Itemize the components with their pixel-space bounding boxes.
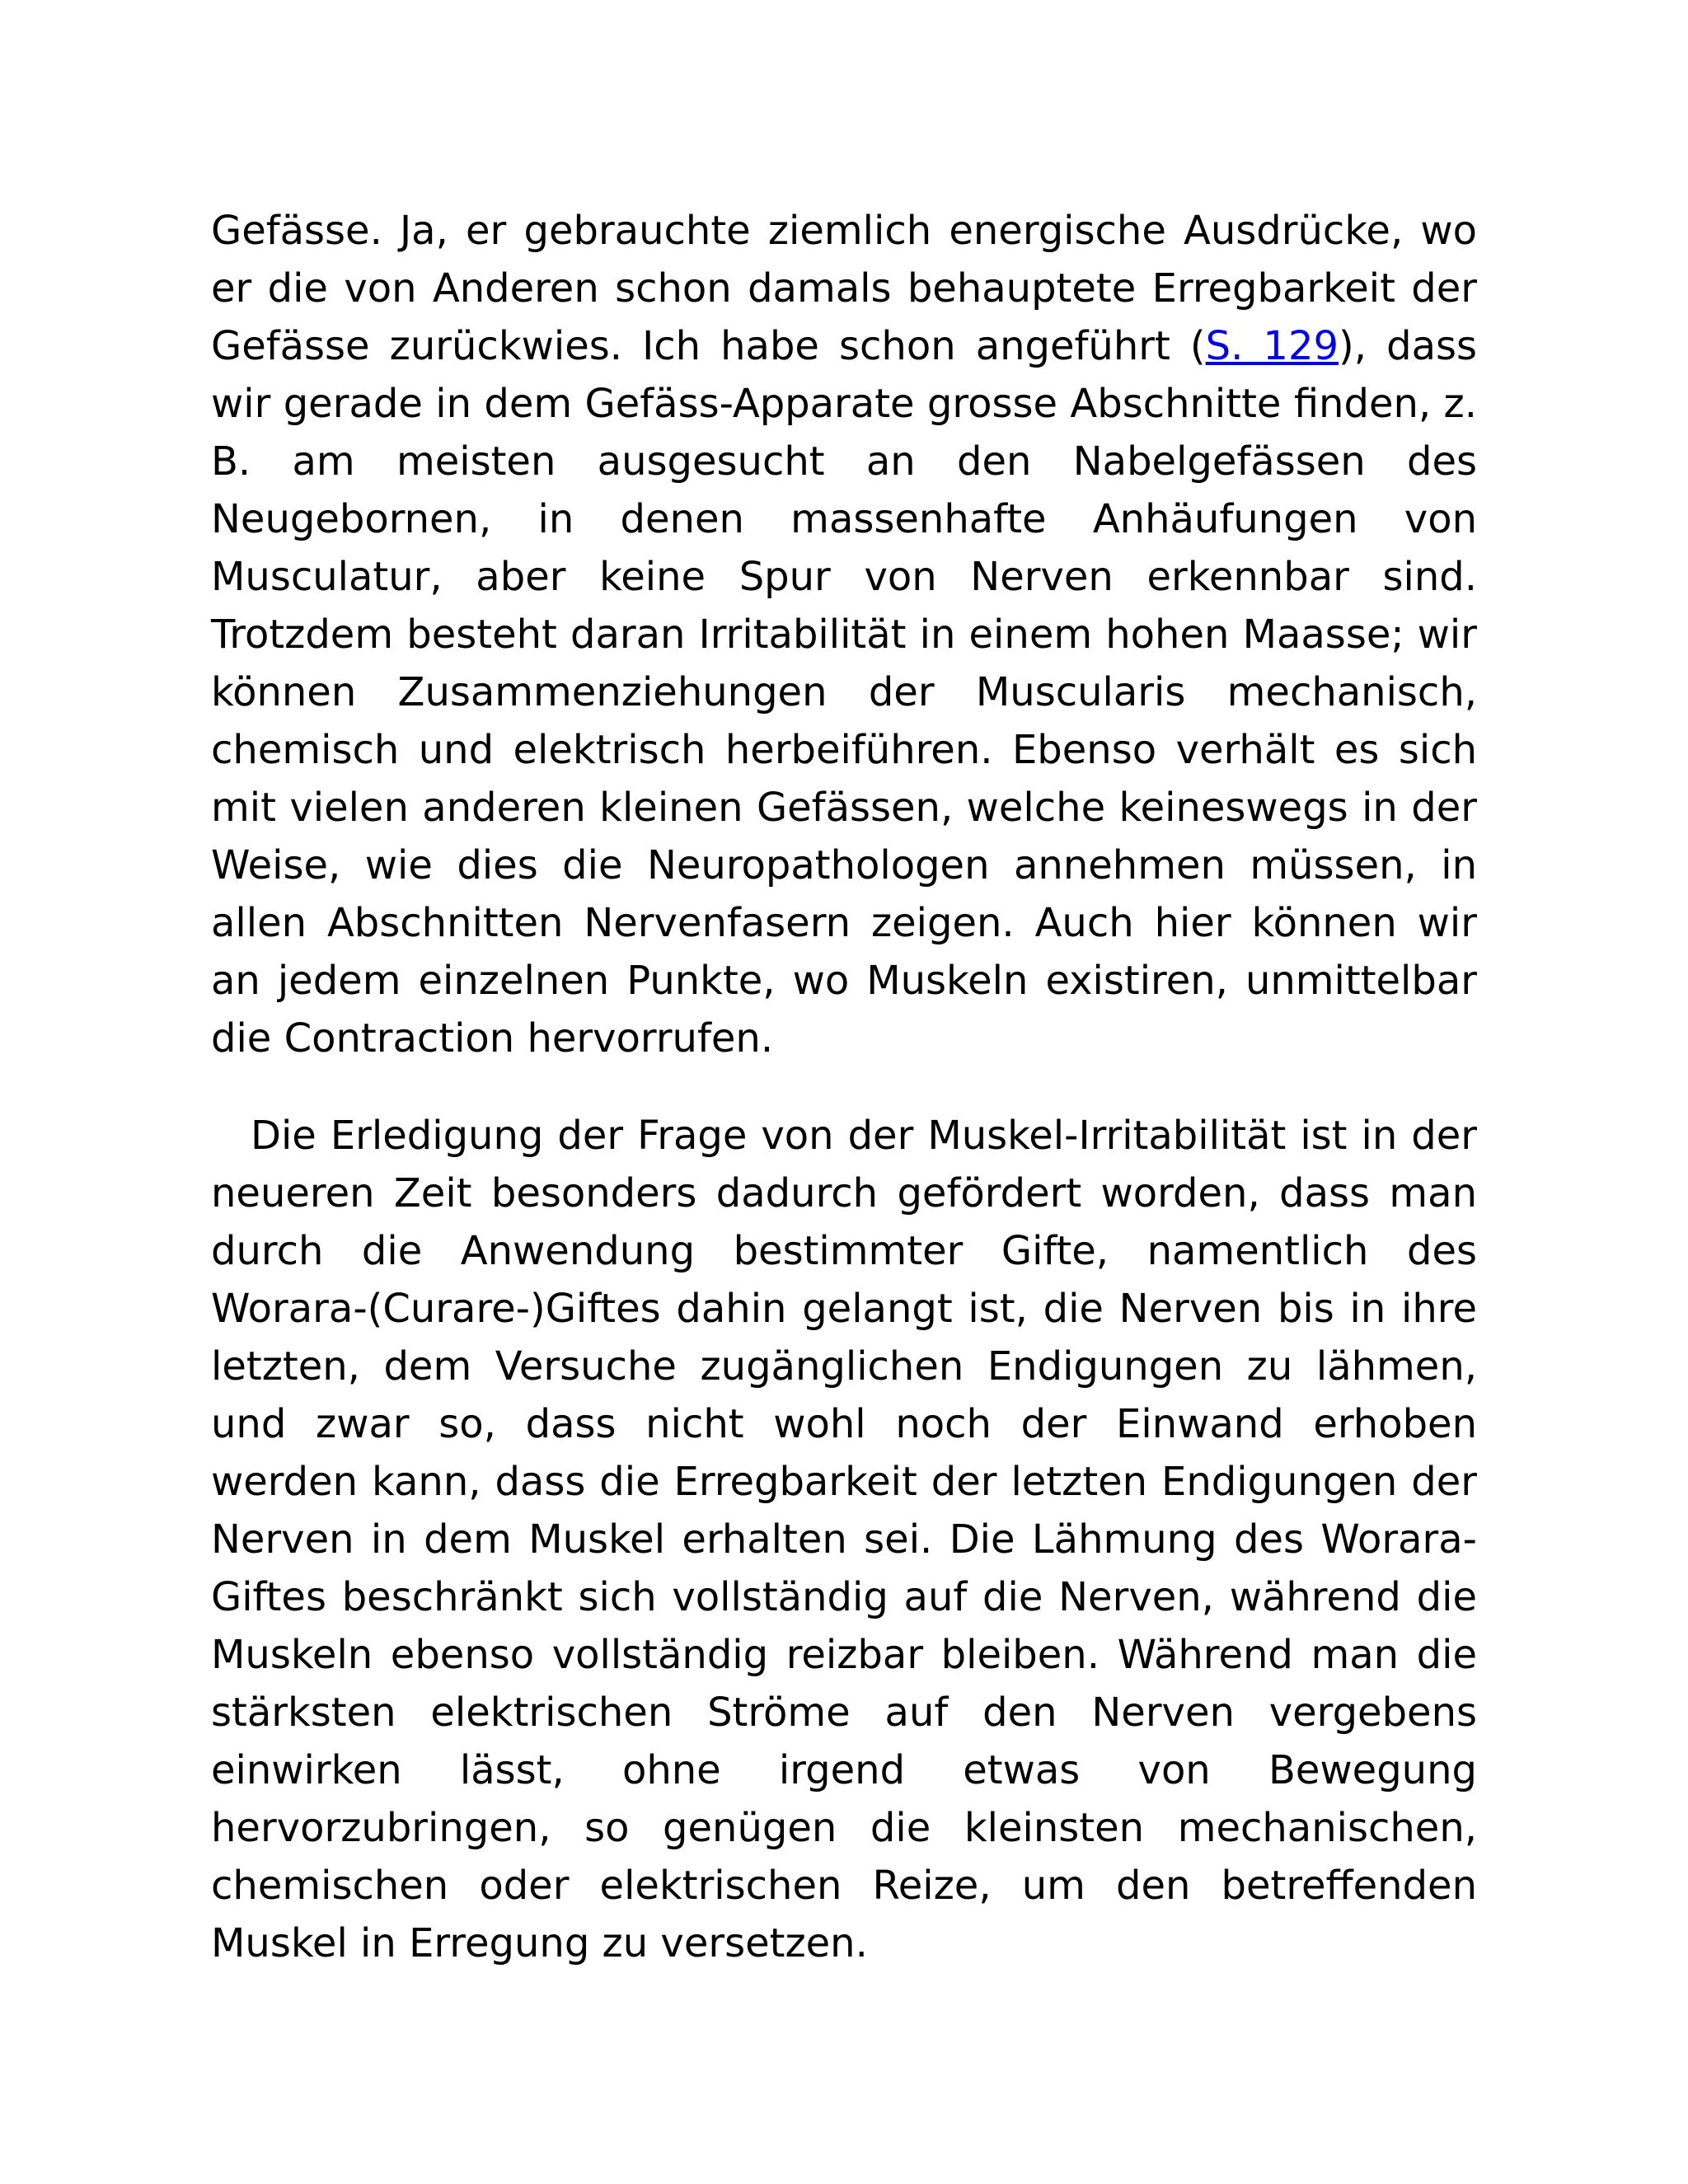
document-page	[211, 202, 1477, 1972]
paragraph-1-text-end: ), dass wir gerade in dem Gefäss-Apparate grosse Abschnitte finden, z. B. am meisten ausgesucht an den Nabelgefässen des Neugebornen, in denen massenhafte Anhäufungen von Musculatur, aber keine Spur von Nerven erkennbar sind. Trotzdem besteht daran Irritabilität in einem hohen Maasse; wir können Zusammenziehungen der Muscularis mechanisch, chemisch und elektrisch herbeiführen. Ebenso verhält es sich mit vielen anderen kleinen Gefässen, welche keineswegs in der Weise, wie dies die Neuropathologen annehmen müssen, in allen Abschnitten Nervenfasern zeigen. Auch hier können wir an jedem einzelnen Punkte, wo Muskeln existiren, unmittelbar die Contraction hervorrufen.	[211, 323, 1477, 1062]
page-reference-link[interactable]: S. 129	[1205, 323, 1339, 369]
paragraph-1-text-start: Gefässe. Ja, er gebrauchte ziemlich energische Ausdrücke, wo er die von Anderen schon damals behauptete Erregbarkeit der Gefässe zurückwies. Ich habe schon angeführt (	[211, 208, 1477, 369]
paragraph-2: Die Erledigung der Frage von der Muskel-Irritabilität ist in der neueren Zeit besonders dadurch gefördert worden, dass man durch die Anwendung bestimmter Gifte, namentlich des Worara-(Curare-)Giftes dahin gelangt ist, die Nerven bis in ihre letzten, dem Versuche zugänglichen Endigungen zu lähmen, und zwar so, dass nicht wohl noch der Einwand erhoben werden kann, dass die Erregbarkeit der letzten Endigungen der Nerven in dem Muskel erhalten sei. Die Lähmung des Worara-Giftes beschränkt sich vollständig auf die Nerven, während die Muskeln ebenso vollständig reizbar bleiben. Während man die stärksten elektrischen Ströme auf den Nerven vergebens einwirken lässt, ohne irgend etwas von Bewegung hervorzubringen, so genügen die kleinsten mechanischen, chemischen oder elektrischen Reize, um den betreffenden Muskel in Erregung zu versetzen.	[211, 1113, 1477, 1966]
paragraph-1	[211, 202, 1477, 1067]
